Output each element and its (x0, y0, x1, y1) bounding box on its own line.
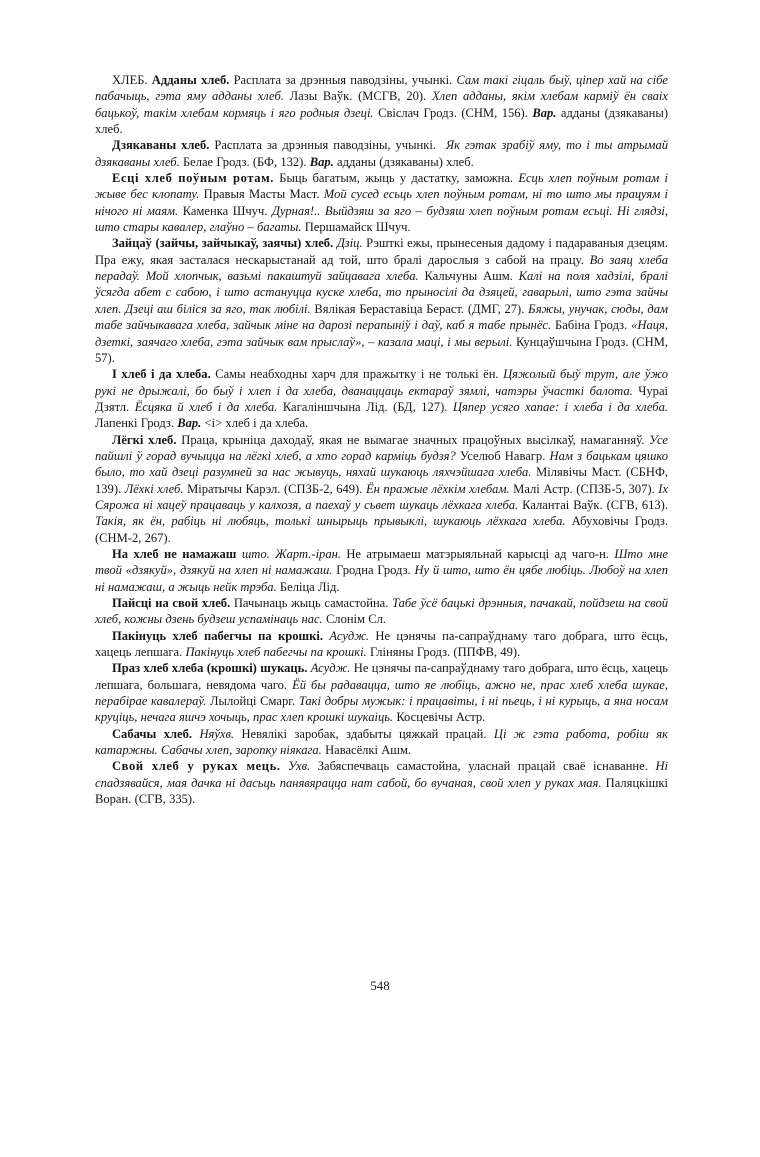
dictionary-entry: Лёгкі хлеб. Праца, крыніца даходаў, якая не вымагае значных працоўных высілкаў, намаганняў. Усе пайшлі ў горад вучыцца на лёгкі хлеб, а хто горад карміць будзя? Уселюб Навагр. Нам з бацькам цяшко было, то хай дзеці разумней за нас жывуць, няхай шукаюць ляхчэйшага хлеба. Мілявічы Маст. (СБНФ, 139). Лёхкі хлеб. Міратычы Карэл. (СПЗБ-2, 649). Ён пражые лёхкім хлебам. Малі Астр. (СПЗБ-5, 307). Іх Сярожа ні хацеў працаваць у калхозя, а паехаў у сьвет шукаць лёхкага хлеба. Калантаі Ваўк. (СГВ, 613). Такія, як ён, рабіць ні любяць, толькі шнырыць прывыклі, шукаюць лёхкага хлеба. Абуховічы Гродз. (СНМ-2, 267). (95, 432, 669, 545)
dictionary-entry: Свой хлеб у руках мець. Ухв. Забяспечваць самастойна, уласнай працай сваё існаванне. Ні спадзявайся, мая дачка ні дасьць панявярацца нат сабой, бо вучаная, свой хлеп у руках мая. Паляцкішкі Воран. (СГВ, 335). (95, 759, 668, 807)
dictionary-entry: ХЛЕБ. Адданы хлеб. Расплата за дрэнныя паводзіны, учынкі. Сам такі гіцаль быў, ціпер хай на сібе пабачыць, гэта яму адданы хлеб. Лазы Ваўк. (МСГВ, 20). Хлеп адданы, якім хлебам карміў ён сваіх бацькоў, такім хлебам кормяць і яго родныя дзеці. Свіслач Гродз. (СНМ, 156). Вар. адданы (дзякаваны) хлеб. (95, 73, 669, 137)
dictionary-entry: На хлеб не намажаш што. Жарт.-іран. Не атрымаеш матэрыяльнай карысці ад чаго-н. Што мне твой «дзякуй», дзякуй на хлеп ні намажаш. Гродна Гродз. Ну й што, што ён цябе любіць. Любоў на хлеп ні намажаш, а жыць нейк трэба. Беліца Лід. (95, 546, 668, 594)
dictionary-entry: Зайцаў (зайчы, зайчыкаў, заячы) хлеб. Дзіц. Рэшткі ежы, прынесеныя дадому і падараваныя дзецям. Пра ежу, якая засталася нескарыстанай ад той, што бралі дарослыя з сабой на працу. Во заяц хлеба перадаў. Мой хлопчык, вазьмі пакаштуй зайцавага хлеба. Кальчуны Ашм. Калі на поля хадзілі, бралі ўсягда абет с сабою, і што астануцца куске хлеба, то прыносілі да дзяцей, гаварылі, што гэта зайчы хлеп. Дзеці аш біліся за яго, так любілі. Вялікая Бераставіца Бераст. (ДМГ, 27). Бяжы, унучак, сюды, дам табе зайчыкавага хлеба, зайчык міне на дарозі перапыніў і даў, каб я табе прынёс. Бабіна Гродз. «Наця, дзеткі, заячаго хлеба, гэта зайчык вам прыслаў», – казала маці, і мы верылі. Кунцаўшчына Гродз. (СНМ, 57). (95, 236, 668, 365)
dictionary-entry: Дзякаваны хлеб. Расплата за дрэнныя паводзіны, учынкі. Як гэтак зрабіў яму, то і ты атрымай дзякаваны хлеб. Белае Гродз. (БФ, 132). Вар. адданы (дзякаваны) хлеб. (95, 138, 668, 169)
dictionary-entry: Пайсці на свой хлеб. Пачынаць жыць самастойна. Табе ўсё бацькі дрэнныя, пачакай, пойдзеш на свой хлеб, кожны дзень будзеш успамінаць нас. Слонім Сл. (95, 596, 668, 627)
dictionary-entry: Пакінуць хлеб пабегчы па крошкі. Асудж. Не цэнячы па-сапраўднаму таго добрага, што ёсць, хацець лепшага. Пакінуць хлеб пабегчы па крошкі. Гліняны Гродз. (ППФВ, 49). (95, 628, 668, 660)
dictionary-entry: Сабачы хлеб. Няўхв. Невялікі заробак, здабыты цяжкай працай. Ці ж гэта работа, робіш як катаржны. Сабачы хлеп, заропку ніякага. Навасёлкі Ашм. (95, 726, 668, 758)
dictionary-entry: Праз хлеб хлеба (крошкі) шукаць. Асудж. Не цэнячы па-сапраўднаму таго добрага, што ёсць, хацець лепшага, большага, невядома чаго. Ёй бы радавацца, што яе любіць, ажно не, прас хлеб хлеба шукае, перабірае кавалераў. Лылойці Смарг. Такі добры мужык: і працавіты, і ні пьець, і ні курыць, а яна носам круціць, нечага яшчэ хочыць, прас хлеп крошкі шукаіць. Косцевічы Астр. (95, 661, 668, 725)
dictionary-entry: Есці хлеб поўным ротам. Быць багатым, жыць у дастатку, заможна. Есць хлеп поўным ротам і жыве бес клопату. Правыя Масты Маст. Мой сусед есьць хлеп поўным ротам, ні то што мы працуям і нічого ні маям. Каменка Шчуч. Дурная!.. Выйдзяш за яго – будзяш хлеп поўным ротам есьці. Ні глядзі, што стары кавалер, глаўно – багаты. Першамайск Шчуч. (95, 171, 669, 235)
dictionary-entry: І хлеб і да хлеба. Самы неабходны харч для пражытку і не толькі ён. Цяжолый быў трут, але ўжо рукі не дрыжалі, бо быў і хлеп і да хлеба, дванаццаць ектараў зямлі, чатэры ўчасткі балота. Чураі Дзятл. Ёсцяка й хлеб і да хлеба. Кагаліншчына Лід. (БД, 127). Цяпер усяго хапае: і хлеба і да хлеба. Лапенкі Гродз. Вар. <і> хлеб і да хлеба. (95, 367, 669, 431)
page-number: 548 (370, 979, 390, 993)
entry-list (95, 72, 668, 807)
